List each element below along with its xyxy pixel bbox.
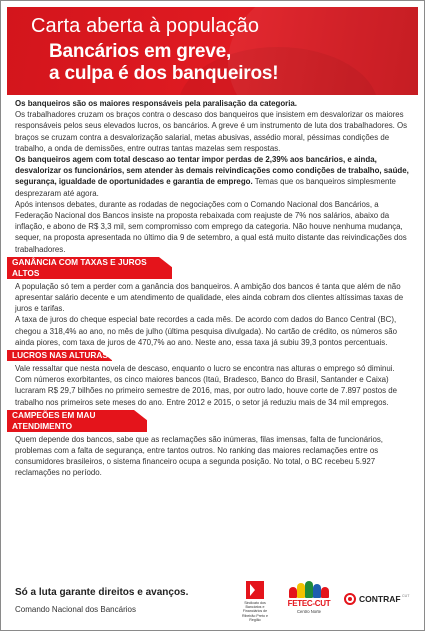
contraf-logo-name: CONTRAF — [359, 594, 401, 604]
slogan: Só a luta garante direitos e avanços. — [15, 587, 189, 598]
intro-paragraph-2-bold: Os banqueiros agem com total descaso ao tentar impor perdas de 2,39% aos bancários, e ainda, desvalorizar os funcionários, sem atender às demais reivindicações como condições de trabalho, saúde, segurança, igualdade de oportunidades e garantia de emprego. — [15, 155, 409, 187]
fetec-logo-subtitle: Centro Norte — [297, 609, 321, 614]
header-banner — [7, 7, 418, 95]
sindicato-logo-caption: Sindicato dos Bancários e Financiários de Ribeirão Preto e Região — [242, 601, 268, 622]
fetec-figure-icon — [297, 583, 305, 598]
section-heading-fees: GANÂNCIA COM TAXAS E JUROS ALTOS — [7, 257, 172, 279]
sindicato-logo-arrow-icon — [250, 584, 255, 596]
sindicato-logo — [242, 581, 268, 622]
intro-paragraph-1: Os trabalhadores cruzam os braços contra o descaso dos banqueiros que insistem em desvalorizar os maiores responsáveis pelos seus elevados lucros, os bancários. A greve é um instrumento de luta dos trabalhadores. Os braços se cruzam contra a desvalorização salarial, metas abusivas, assédio moral, péssimas condições de trabalho, a onda de demissões, entre outras tantas mazelas sem respostas. — [15, 110, 408, 153]
contraf-logo — [344, 593, 414, 609]
headline-line-2: a culpa é dos banqueiros! — [49, 63, 279, 84]
fetec-logo-name: FETEC-CUT — [287, 599, 331, 608]
section-heading-service: CAMPEÕES EM MAU ATENDIMENTO — [7, 410, 147, 432]
fetec-people-icon — [289, 581, 329, 598]
fetec-logo — [284, 581, 334, 621]
contraf-logo-cut: CUT — [402, 594, 410, 598]
section-fees-paragraph-1: A população só tem a perder com a ganância dos banqueiros. A ambição dos bancos é tanta que além de não apresentar salário decente e um atendimento de qualidade, eles ainda cobram dos clientes altíssimas taxas de juros e tarifas. — [15, 281, 404, 314]
lead-paragraph: Os banqueiros são os maiores responsáveis pela paralisação da categoria. — [15, 99, 297, 108]
intro-paragraph-3: Após intensos debates, durante as rodadas de negociações com o Comando Nacional dos Bancários, a Federação Nacional dos Bancos insiste na proposta rebaixada com reajuste de 7% nos salários, abaixo da inflação, e abono de R$ 3,3 mil, sem compromisso com emprego da categoria. Não houve nenhuma mudança, sequer, na proposta apresentada no último dia 9 de setembro, a qual está muito distante das reivindicações dos trabalhadores. — [15, 199, 407, 254]
fetec-figure-icon — [321, 587, 329, 598]
section-heading-profits: LUCROS NAS ALTURAS — [7, 350, 112, 361]
fetec-figure-icon — [305, 581, 313, 598]
section-service-paragraph: Quem depende dos bancos, sabe que as reclamações são inúmeras, filas imensas, falta de funcionários, problemas com a falta de segurança, entre tantos outros. No ranking das maiores reclamações entre os consumidores brasileiros, o sistema financeiro ocupa a segunda posição. No total, o BC recebeu 5.927 reclamações no período. — [15, 434, 384, 478]
banner-title: Carta aberta à população — [31, 15, 260, 37]
signature: Comando Nacional dos Bancários — [15, 605, 136, 614]
letter-body — [12, 98, 412, 479]
intro-paragraph-2 — [15, 154, 412, 199]
headline-line-1: Bancários em greve, — [49, 41, 232, 62]
fetec-figure-icon — [313, 584, 321, 598]
banner-headline — [49, 41, 278, 85]
contraf-dot-icon — [348, 597, 352, 601]
intro-paragraph-2-rest: Temas que os banqueiros simplesmente desprezaram até agora. — [15, 177, 396, 198]
fetec-figure-icon — [289, 587, 297, 598]
section-fees-paragraph-2: A taxa de juros do cheque especial bate recordes a cada mês. De acordo com dados do Banco Central (BC), chegou a 318,4% ao ano, no mês de julho (última pesquisa divulgada). No cartão de crédito, os números são ainda piores, com taxa de juros de 470,7% ao ano. Neste ano, essa taxa já subiu 39,3 pontos percentuais. — [15, 315, 398, 347]
section-profits-paragraph: Vale ressaltar que nesta novela de descaso, enquanto o lucro se encontra nas alturas o emprego só diminui. Com números exorbitantes, os cinco maiores bancos (Itaú, Bradesco, Banco do Brasil, Santander e Caixa) lucraram R$ 29,7 bilhões no primeiro semestre de 2016, mas, por outro lado, houve corte de 7.897 postos de trabalho nos primeiros sete meses do ano. Entre 2012 e 2015, o setor já reduziu mais de 34 mil empregos. — [15, 364, 398, 407]
sindicato-logo-mark — [246, 581, 264, 599]
